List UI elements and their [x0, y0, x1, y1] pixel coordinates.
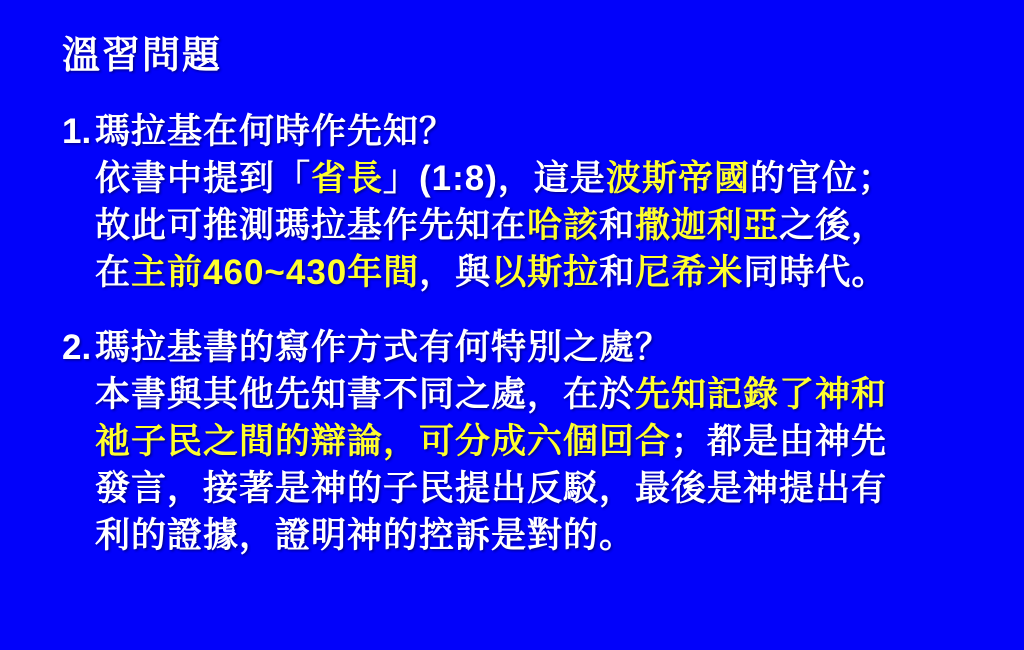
- answer-line: [95, 202, 984, 249]
- question-answer: [95, 371, 984, 559]
- highlighted-text: 以斯拉: [491, 253, 600, 292]
- question-answer: [95, 155, 984, 296]
- question-block-1: [62, 108, 984, 296]
- text-segment: 本書與其他先知書不同之處，在於: [95, 375, 636, 414]
- question-number: 2.: [62, 328, 92, 367]
- text-segment: 之後，: [779, 206, 888, 245]
- answer-line: [95, 465, 984, 512]
- text-segment: 的官位；: [749, 159, 894, 198]
- question-number: 1.: [62, 112, 92, 151]
- text-segment: 和: [599, 253, 636, 292]
- answer-line: [95, 249, 984, 296]
- text-segment: 發言，接著是神的子民提出反駁，最後是神提出有: [95, 469, 888, 508]
- text-segment: 故此可推測瑪拉基作先知在: [95, 206, 528, 245]
- slide-title: 溫習問題: [62, 35, 223, 77]
- highlighted-text: 哈該: [527, 206, 600, 245]
- text-segment: 和: [599, 206, 636, 245]
- question-body: [95, 108, 984, 296]
- answer-line: [95, 512, 984, 559]
- highlighted-text: 先知記錄了神和: [635, 375, 888, 414]
- highlighted-text: 主前460~430年間: [131, 253, 420, 292]
- text-segment: 利的證據，證明神的控訴是對的。: [95, 516, 636, 555]
- highlighted-text: 波斯帝國: [605, 159, 750, 198]
- highlighted-text: 省長: [311, 159, 384, 198]
- highlighted-text: 尼希米: [635, 253, 744, 292]
- highlighted-text: 祂子民之間的辯論，可分成六個回合: [95, 422, 672, 461]
- answer-line: [95, 371, 984, 418]
- question-body: [95, 324, 984, 559]
- text-segment: ，與: [419, 253, 492, 292]
- question-heading: 瑪拉基在何時作先知？: [95, 112, 456, 151]
- question-heading: 瑪拉基書的寫作方式有何特別之處？: [95, 328, 672, 367]
- text-segment: ；都是由神先: [671, 422, 888, 461]
- text-segment: 同時代。: [743, 253, 888, 292]
- text-segment: 在: [95, 253, 132, 292]
- question-block-2: [62, 324, 984, 559]
- text-segment: 依書中提到「: [95, 159, 312, 198]
- answer-line: [95, 418, 984, 465]
- text-segment: 」(1:8)，這是: [383, 159, 606, 198]
- highlighted-text: 撒迦利亞: [635, 206, 780, 245]
- answer-line: [95, 155, 984, 202]
